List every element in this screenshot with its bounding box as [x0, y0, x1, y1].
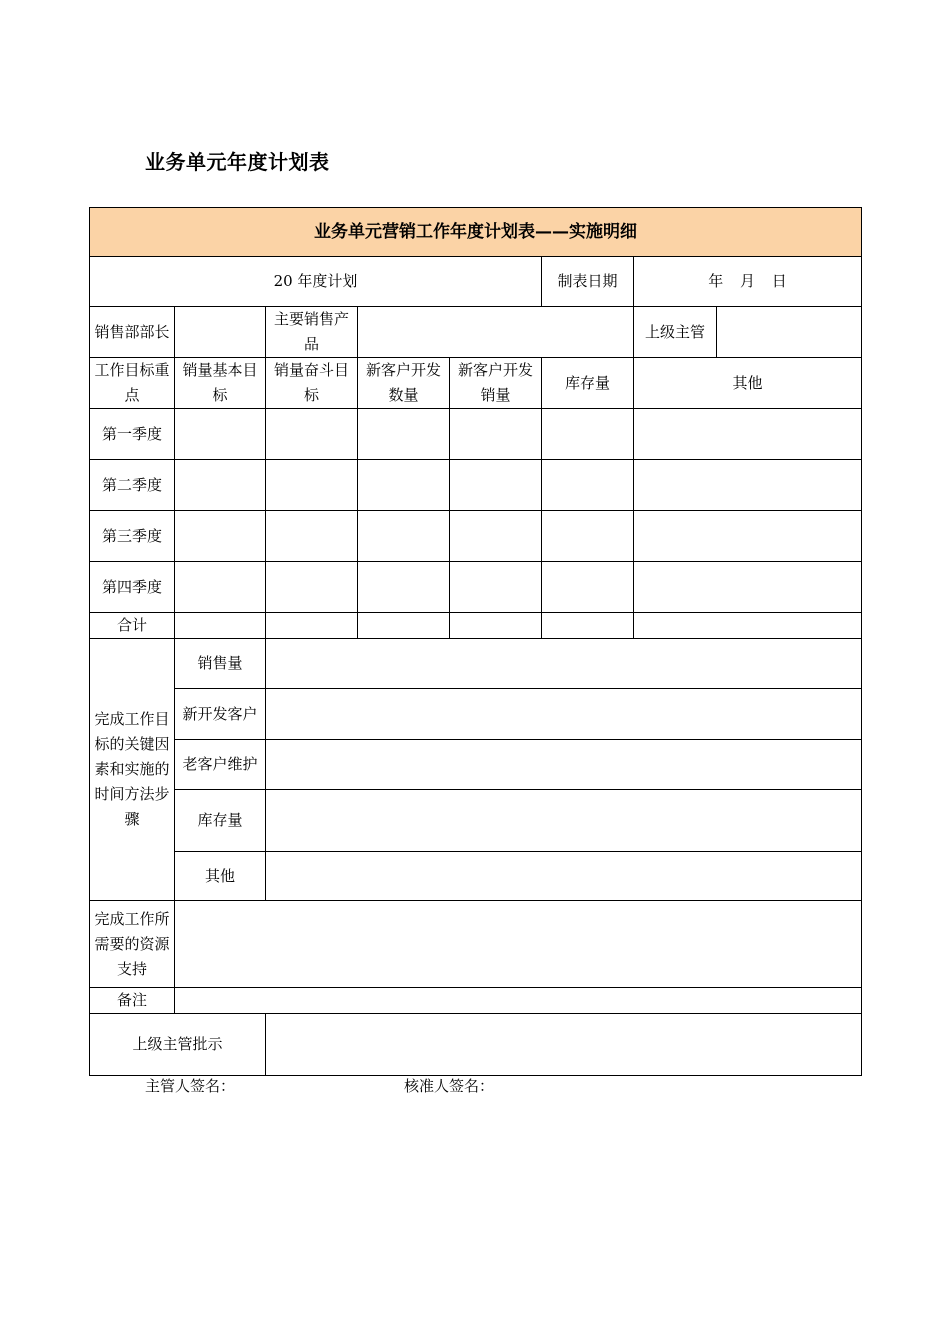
table-cell[interactable] — [175, 460, 266, 511]
column-header: 其他 — [634, 358, 862, 409]
key-factor-input[interactable] — [266, 790, 862, 852]
key-factor-input[interactable] — [266, 852, 862, 901]
dept-head-input[interactable] — [175, 307, 266, 358]
column-header: 销量奋斗目标 — [266, 358, 358, 409]
table-cell[interactable] — [450, 562, 542, 613]
column-header: 销量基本目标 — [175, 358, 266, 409]
table-cell[interactable] — [175, 613, 266, 639]
approval-input[interactable] — [266, 1014, 862, 1076]
table-cell[interactable] — [450, 613, 542, 639]
key-factor-item: 销售量 — [175, 639, 266, 689]
table-cell[interactable] — [358, 409, 450, 460]
key-factor-input[interactable] — [266, 740, 862, 790]
key-factors-label: 完成工作目标的关键因素和实施的时间方法步骤 — [90, 639, 175, 901]
remarks-label: 备注 — [90, 988, 175, 1014]
key-factor-item: 其他 — [175, 852, 266, 901]
quarter-label: 第二季度 — [90, 460, 175, 511]
page-title: 业务单元年度计划表 — [145, 150, 330, 174]
key-factor-item: 新开发客户 — [175, 689, 266, 740]
supervisor-input[interactable] — [717, 307, 862, 358]
resources-label: 完成工作所需要的资源支持 — [90, 901, 175, 988]
quarter-label: 第三季度 — [90, 511, 175, 562]
resources-input[interactable] — [175, 901, 862, 988]
key-factor-item: 库存量 — [175, 790, 266, 852]
table-cell[interactable] — [266, 460, 358, 511]
table-cell[interactable] — [542, 409, 634, 460]
table-cell[interactable] — [266, 613, 358, 639]
dept-head-label: 销售部部长 — [90, 307, 175, 358]
date-value-cell[interactable] — [634, 257, 862, 307]
table-cell[interactable] — [634, 613, 862, 639]
main-product-label: 主要销售产品 — [266, 307, 358, 358]
table-header: 业务单元营销工作年度计划表——实施明细 — [90, 208, 862, 257]
table-cell[interactable] — [450, 409, 542, 460]
table-cell[interactable] — [634, 460, 862, 511]
table-cell[interactable] — [175, 511, 266, 562]
table-cell[interactable] — [634, 562, 862, 613]
table-cell[interactable] — [266, 562, 358, 613]
quarter-label: 第一季度 — [90, 409, 175, 460]
column-header: 工作目标重点 — [90, 358, 175, 409]
key-factor-item: 老客户维护 — [175, 740, 266, 790]
column-header: 新客户开发数量 — [358, 358, 450, 409]
approval-label: 上级主管批示 — [90, 1014, 266, 1076]
remarks-input[interactable] — [175, 988, 862, 1014]
table-cell[interactable] — [358, 511, 450, 562]
main-product-input[interactable] — [358, 307, 634, 358]
key-factor-input[interactable] — [266, 689, 862, 740]
supervisor-signature: 主管人签名： — [145, 1077, 236, 1095]
key-factor-input[interactable] — [266, 639, 862, 689]
column-header: 库存量 — [542, 358, 634, 409]
table-cell[interactable] — [450, 460, 542, 511]
table-cell[interactable] — [266, 409, 358, 460]
table-cell[interactable] — [450, 511, 542, 562]
column-header: 新客户开发销量 — [450, 358, 542, 409]
supervisor-label: 上级主管 — [634, 307, 717, 358]
quarter-label: 第四季度 — [90, 562, 175, 613]
date-month: 月 — [739, 272, 755, 290]
date-day: 日 — [771, 272, 787, 290]
plan-year-cell: 20 年度计划 — [90, 257, 542, 307]
total-label: 合计 — [90, 613, 175, 639]
table-cell[interactable] — [542, 460, 634, 511]
date-year: 年 — [708, 272, 724, 290]
table-cell[interactable] — [542, 613, 634, 639]
table-cell[interactable] — [358, 562, 450, 613]
plan-table — [89, 207, 862, 1076]
table-cell[interactable] — [175, 409, 266, 460]
table-cell[interactable] — [175, 562, 266, 613]
table-cell[interactable] — [358, 460, 450, 511]
table-cell[interactable] — [634, 409, 862, 460]
table-cell[interactable] — [542, 511, 634, 562]
table-cell[interactable] — [542, 562, 634, 613]
date-label: 制表日期 — [542, 257, 634, 307]
approver-signature: 核准人签名： — [404, 1077, 495, 1095]
table-cell[interactable] — [266, 511, 358, 562]
table-cell[interactable] — [634, 511, 862, 562]
table-cell[interactable] — [358, 613, 450, 639]
